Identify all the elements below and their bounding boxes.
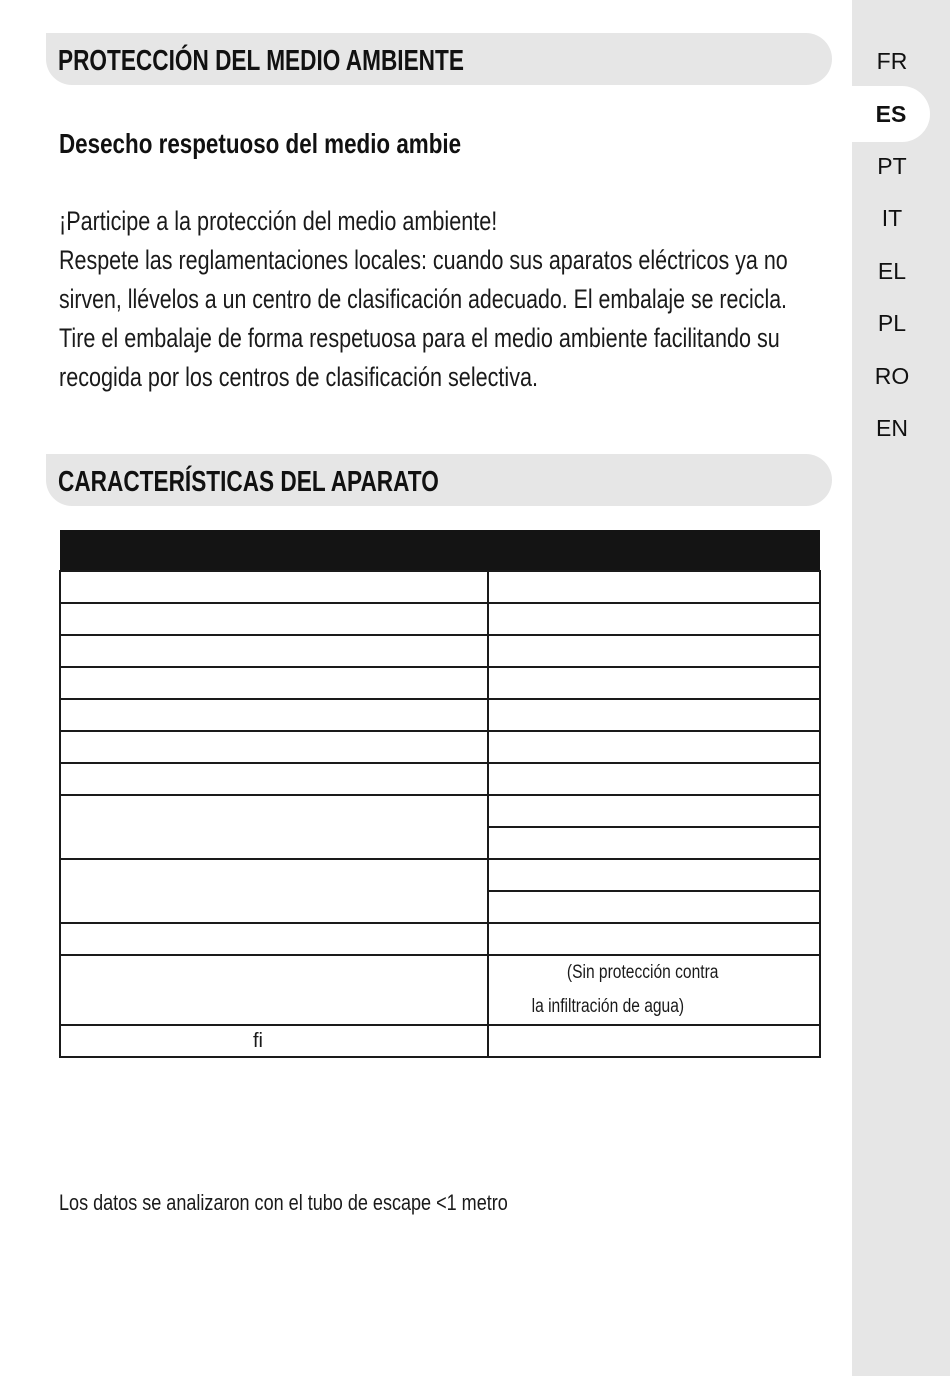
paragraph-line: recogida por los centros de clasificación selectiva. (59, 362, 539, 392)
environment-paragraph (59, 202, 819, 397)
paragraph-line: Tire el embalaje de forma respetuosa para el medio ambiente facilitando su (59, 323, 780, 353)
section-title-environment: PROTECCIÓN DEL MEDIO AMBIENTE (58, 45, 464, 77)
paragraph-line: ¡Participe a la protección del medio ambiente! (59, 206, 498, 236)
table-row (60, 923, 820, 955)
table-row (60, 795, 820, 827)
spec-label (60, 763, 488, 795)
table-row (60, 955, 820, 1025)
spec-value (488, 763, 820, 795)
spec-value (488, 699, 820, 731)
table-row (60, 763, 820, 795)
spec-value (488, 827, 820, 859)
lang-tab-pt[interactable]: PT (877, 153, 907, 179)
spec-label (60, 635, 488, 667)
spec-value (488, 1025, 820, 1057)
spec-label (60, 859, 488, 923)
spec-label (60, 571, 488, 603)
table-row (60, 731, 820, 763)
spec-value (488, 667, 820, 699)
spec-value (488, 571, 820, 603)
lang-tab-fr[interactable]: FR (876, 48, 908, 74)
spec-value (488, 891, 820, 923)
footnote: Los datos se analizaron con el tubo de escape <1 metro (59, 1190, 508, 1215)
section-header-environment (46, 33, 832, 85)
table-row (60, 859, 820, 891)
spec-value (488, 635, 820, 667)
spec-label (60, 955, 488, 1025)
lang-tab-el[interactable]: EL (877, 258, 907, 284)
section-title-characteristics: CARACTERÍSTICAS DEL APARATO (58, 466, 439, 498)
spec-value (488, 795, 820, 827)
paragraph-line: Respete las reglamentaciones locales: cuando sus aparatos eléctricos ya no (59, 245, 788, 275)
section-header-characteristics (46, 454, 832, 506)
spec-label (60, 1025, 488, 1057)
paragraph-line: sirven, llévelos a un centro de clasificación adecuado. El embalaje se recicla. (59, 284, 787, 314)
lang-tab-es[interactable]: ES (852, 86, 930, 142)
table-row (60, 699, 820, 731)
lang-tab-it[interactable]: IT (881, 205, 903, 231)
table-row (60, 667, 820, 699)
spec-label (60, 731, 488, 763)
spec-table-header-cell (60, 530, 820, 571)
table-row (60, 1025, 820, 1057)
language-sidebar (852, 0, 950, 1376)
table-row (60, 571, 820, 603)
spec-value (488, 603, 820, 635)
spec-label (60, 923, 488, 955)
table-row (60, 603, 820, 635)
spec-label (60, 603, 488, 635)
spec-value (488, 731, 820, 763)
table-row (60, 635, 820, 667)
spec-value-line: la infiltración de agua) (531, 996, 685, 1017)
spec-table (59, 530, 821, 1058)
spec-value (488, 859, 820, 891)
spec-label (60, 795, 488, 859)
spec-label-text: fi (253, 1029, 263, 1052)
lang-tab-pl[interactable]: PL (877, 310, 907, 336)
spec-value-water-protection (488, 955, 820, 1025)
spec-label (60, 699, 488, 731)
spec-label (60, 667, 488, 699)
subheading-disposal: Desecho respetuoso del medio ambie (59, 128, 462, 159)
lang-tab-ro[interactable]: RO (874, 363, 910, 389)
spec-value-line: (Sin protección contra (566, 962, 719, 983)
lang-tab-en[interactable]: EN (876, 415, 908, 441)
spec-value (488, 923, 820, 955)
spec-table-header (60, 530, 820, 571)
